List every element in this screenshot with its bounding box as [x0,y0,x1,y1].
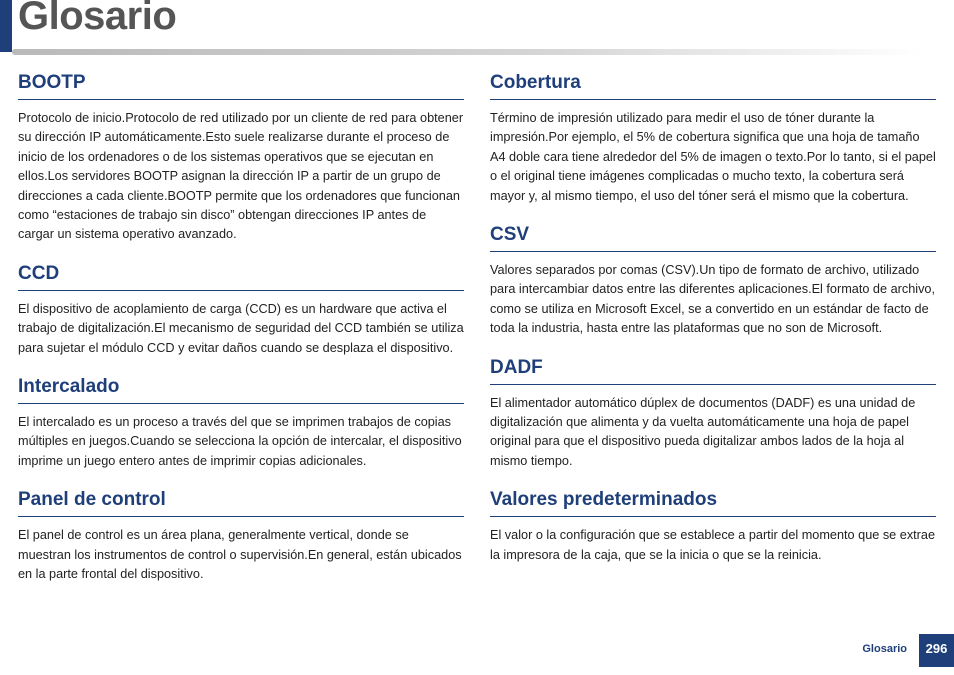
footer-section-link[interactable]: Glosario [862,643,907,655]
glossary-entry-csv [490,224,936,339]
glossary-entry-dadf [490,357,936,472]
term-definition: Término de impresión utilizado para medir el uso de tóner durante la impresión.Por ejemplo, el 5% de cobertura significa que una hoja de tamaño A4 doble cara tiene alrededor del 5% de imagen o texto.Por lo tanto, si el papel o el original tiene imágenes complicadas o mucho texto, la cobertura será mayor y, al mismo tiempo, el uso del tóner será el mismo que la cobertura. [490,111,936,203]
term-heading: Cobertura [490,72,936,100]
glossary-entry-valores-predeterminados [490,489,936,565]
glossary-entry-intercalado [18,376,464,471]
glossary-entry-panel-de-control [18,489,464,584]
term-heading: Valores predeterminados [490,489,936,517]
term-definition: El panel de control es un área plana, generalmente vertical, donde se muestran los instrumentos de control o supervisión.En general, están ubicados en la parte frontal del dispositivo. [18,528,462,582]
term-definition: El valor o la configuración que se establece a partir del momento que se extrae la impresora de la caja, que se la inicia o que se la reinicia. [490,528,936,562]
term-definition: Valores separados por comas (CSV).Un tipo de formato de archivo, utilizado para intercambiar datos entre las diferentes aplicaciones.El formato de archivo, como se utiliza en Microsoft Excel, se a convertido en un estándar de facto de toda la industria, hasta entre las plataformas que no son de Microsoft. [490,263,935,336]
glossary-entry-ccd [18,263,464,358]
left-column [18,72,464,603]
term-definition: Protocolo de inicio.Protocolo de red utilizado por un cliente de red para obtener su dirección IP automáticamente.Esto suele realizarse durante el proceso de inicio de los ordenadores o de los sistemas operativos que se ejecutan en ellos.Los servidores BOOTP asignan la dirección IP a partir de un grupo de direcciones a cada cliente.BOOTP permite que los ordenadores que funcionan como “estaciones de trabajo sin disco” obtengan direcciones IP antes de cargar un sistema operativo avanzado. [18,111,464,242]
term-heading: Panel de control [18,489,464,517]
term-heading: CSV [490,224,936,252]
page-number-badge: 296 [919,634,954,667]
term-definition: El intercalado es un proceso a través del que se imprimen trabajos de copias múltiples en juegos.Cuando se selecciona la opción de intercalar, el dispositivo imprime un juego entero antes de imprimir copias adicionales. [18,415,462,468]
term-definition: El alimentador automático dúplex de documentos (DADF) es una unidad de digitalización que alimenta y da vuelta automáticamente una hoja de papel original para que el dispositivo pueda digitalizar ambos lados de la hoja al mismo tiempo. [490,395,916,468]
title-accent-bar [0,0,12,52]
page-title: Glosario [18,0,177,38]
title-rule [12,49,922,55]
glossary-entry-cobertura [490,72,936,206]
term-heading: BOOTP [18,72,464,100]
right-column [490,72,936,583]
term-heading: Intercalado [18,376,464,404]
term-heading: DADF [490,357,936,385]
glossary-entry-bootp [18,72,464,245]
term-definition: El dispositivo de acoplamiento de carga (CCD) es un hardware que activa el trabajo de digitalización.El mecanismo de seguridad del CCD también se utiliza para sujetar el módulo CCD y evitar daños cuando se desplaza el dispositivo. [18,301,464,355]
term-heading: CCD [18,263,464,291]
